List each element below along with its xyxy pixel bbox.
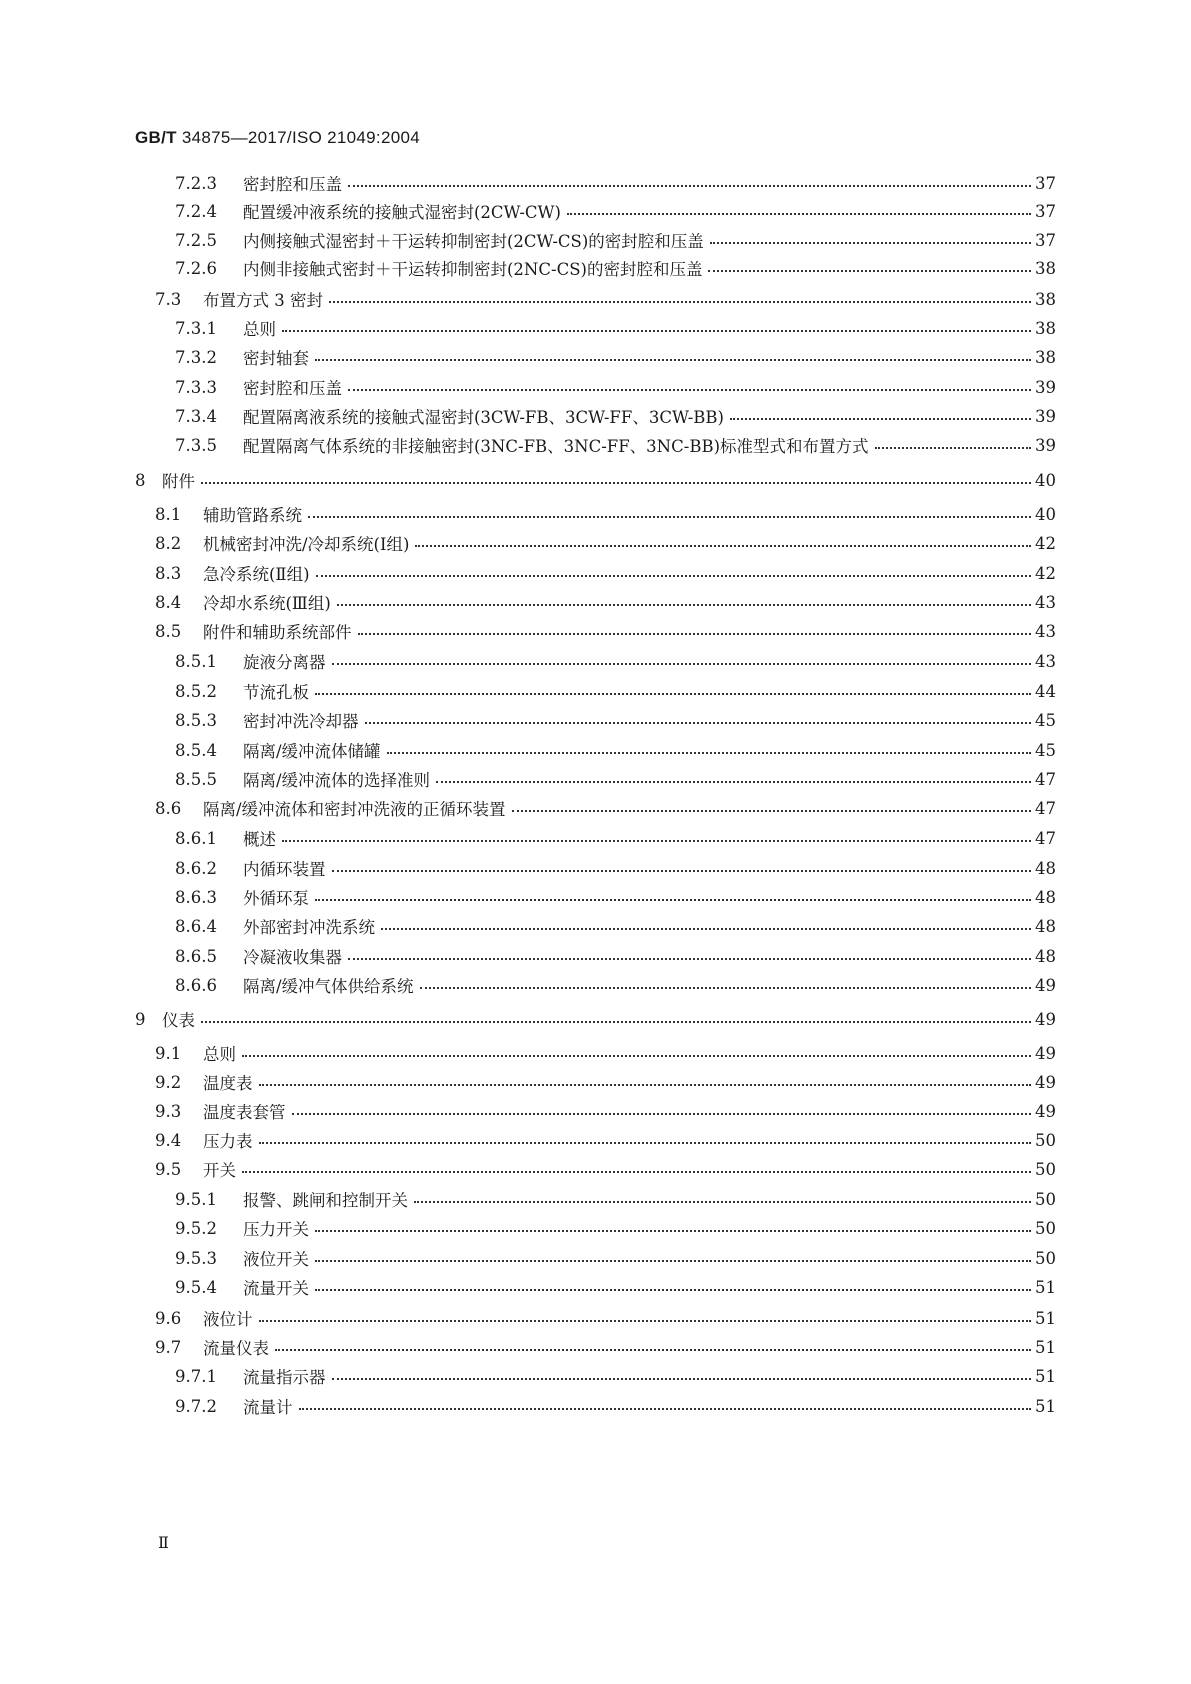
toc-leader-dots bbox=[201, 468, 1031, 492]
toc-leader-dots bbox=[259, 1306, 1031, 1330]
toc-entry-title: 隔离/缓冲气体供给系统 bbox=[243, 973, 420, 997]
toc-entry-number: 8.6.2 bbox=[175, 858, 217, 878]
toc-entry-page: 38 bbox=[1035, 258, 1056, 278]
toc-entry-page: 49 bbox=[1035, 1009, 1056, 1029]
toc-entry-page: 49 bbox=[1035, 975, 1056, 995]
toc-leader-dots bbox=[710, 228, 1031, 252]
toc-entry-number: 9.5.3 bbox=[175, 1248, 217, 1268]
toc-entry[interactable] bbox=[0, 1128, 1191, 1152]
toc-entry-title: 急冷系统(Ⅱ组) bbox=[203, 561, 316, 585]
toc-entry-number: 7.3.3 bbox=[175, 377, 217, 397]
toc-entry[interactable] bbox=[0, 1275, 1191, 1299]
toc-entry-number: 8.6 bbox=[155, 798, 182, 818]
toc-entry-title: 外部密封冲洗系统 bbox=[243, 914, 381, 938]
toc-leader-dots bbox=[315, 1216, 1031, 1240]
toc-entry-title: 压力开关 bbox=[243, 1216, 315, 1240]
toc-entry[interactable] bbox=[0, 561, 1191, 585]
toc-entry-number: 8.1 bbox=[155, 504, 182, 524]
toc-entry-title: 液位计 bbox=[203, 1306, 259, 1330]
toc-entry-title: 内侧接触式湿密封＋干运转抑制密封(2CW-CS)的密封腔和压盖 bbox=[243, 228, 710, 252]
toc-leader-dots bbox=[316, 561, 1031, 585]
toc-entry-number: 8.6.4 bbox=[175, 916, 217, 936]
toc-entry-title: 隔离/缓冲流体储罐 bbox=[243, 738, 387, 762]
toc-leader-dots bbox=[282, 316, 1031, 340]
toc-entry-title: 密封冲洗冷却器 bbox=[243, 708, 365, 732]
toc-entry[interactable] bbox=[0, 228, 1191, 252]
toc-entry-title: 布置方式 3 密封 bbox=[203, 287, 329, 311]
toc-entry-page: 48 bbox=[1035, 916, 1056, 936]
toc-leader-dots bbox=[730, 404, 1031, 428]
toc-entry-title: 旋液分离器 bbox=[243, 649, 332, 673]
toc-entry[interactable] bbox=[0, 502, 1191, 526]
toc-entry-page: 45 bbox=[1035, 710, 1056, 730]
toc-entry-title: 附件和辅助系统部件 bbox=[203, 619, 358, 643]
toc-entry-title: 总则 bbox=[203, 1041, 242, 1065]
toc-entry-page: 39 bbox=[1035, 377, 1056, 397]
toc-entry-number: 8.5.5 bbox=[175, 769, 217, 789]
toc-leader-dots bbox=[512, 796, 1031, 820]
toc-entry-number: 8.6.6 bbox=[175, 975, 217, 995]
toc-entry-number: 7.3 bbox=[155, 289, 182, 309]
toc-leader-dots bbox=[875, 433, 1031, 457]
toc-entry-number: 8.6.1 bbox=[175, 828, 217, 848]
toc-entry[interactable] bbox=[0, 649, 1191, 673]
toc-entry[interactable] bbox=[0, 1007, 1191, 1031]
toc-entry-number: 9.6 bbox=[155, 1308, 182, 1328]
toc-entry-title: 冷却水系统(Ⅲ组) bbox=[203, 590, 337, 614]
toc-entry-page: 51 bbox=[1035, 1337, 1056, 1357]
toc-entry[interactable] bbox=[0, 590, 1191, 614]
toc-leader-dots bbox=[348, 171, 1031, 195]
toc-leader-dots bbox=[259, 1070, 1031, 1094]
toc-entry-page: 43 bbox=[1035, 592, 1056, 612]
toc-entry[interactable] bbox=[0, 1306, 1191, 1330]
toc-entry-title: 配置隔离气体系统的非接触密封(3NC-FB、3NC-FF、3NC-BB)标准型式和布置方式 bbox=[243, 433, 875, 457]
toc-leader-dots bbox=[282, 826, 1031, 850]
toc-entry-number: 9.2 bbox=[155, 1072, 182, 1092]
standard-number: 34875—2017/ISO 21049:2004 bbox=[176, 128, 420, 147]
toc-entry[interactable] bbox=[0, 345, 1191, 369]
standard-prefix: GB/T bbox=[135, 128, 177, 147]
toc-entry[interactable] bbox=[0, 1246, 1191, 1270]
toc-leader-dots bbox=[275, 1335, 1031, 1359]
toc-entry-title: 内循环装置 bbox=[243, 856, 332, 880]
toc-entry-number: 8.2 bbox=[155, 533, 182, 553]
toc-leader-dots bbox=[308, 502, 1031, 526]
toc-entry-number: 7.3.4 bbox=[175, 406, 217, 426]
toc-entry-page: 51 bbox=[1035, 1308, 1056, 1328]
toc-entry-page: 38 bbox=[1035, 318, 1056, 338]
toc-entry-number: 9.7 bbox=[155, 1337, 182, 1357]
toc-entry-page: 39 bbox=[1035, 406, 1056, 426]
toc-entry-title: 温度表 bbox=[203, 1070, 259, 1094]
toc-entry-number: 7.2.5 bbox=[175, 230, 217, 250]
toc-entry[interactable] bbox=[0, 433, 1191, 457]
toc-entry-title: 流量计 bbox=[243, 1394, 299, 1418]
toc-leader-dots bbox=[315, 679, 1031, 703]
toc-entry[interactable] bbox=[0, 1187, 1191, 1211]
toc-entry-number: 7.2.6 bbox=[175, 258, 217, 278]
toc-entry-page: 39 bbox=[1035, 435, 1056, 455]
toc-entry-title: 开关 bbox=[203, 1157, 242, 1181]
toc-entry-page: 37 bbox=[1035, 230, 1056, 250]
toc-entry-number: 8.5.2 bbox=[175, 681, 217, 701]
toc-entry-title: 附件 bbox=[162, 468, 201, 492]
toc-entry[interactable] bbox=[0, 1099, 1191, 1123]
toc-entry[interactable] bbox=[0, 404, 1191, 428]
toc-entry[interactable] bbox=[0, 619, 1191, 643]
toc-entry-number: 8.5.3 bbox=[175, 710, 217, 730]
toc-entry-title: 温度表套管 bbox=[203, 1099, 292, 1123]
toc-entry-page: 40 bbox=[1035, 470, 1056, 490]
toc-entry-page: 38 bbox=[1035, 289, 1056, 309]
toc-leader-dots bbox=[414, 1187, 1031, 1211]
toc-leader-dots bbox=[415, 531, 1031, 555]
toc-entry[interactable] bbox=[0, 767, 1191, 791]
toc-entry-number: 9.5.1 bbox=[175, 1189, 217, 1209]
toc-leader-dots bbox=[315, 1246, 1031, 1270]
toc-entry-number: 9.5 bbox=[155, 1159, 182, 1179]
page-number-footer: Ⅱ bbox=[158, 1533, 169, 1552]
toc-leader-dots bbox=[315, 345, 1031, 369]
toc-entry-number: 9.5.2 bbox=[175, 1218, 217, 1238]
toc-leader-dots bbox=[201, 1007, 1031, 1031]
toc-entry-page: 47 bbox=[1035, 798, 1056, 818]
toc-entry-page: 50 bbox=[1035, 1218, 1056, 1238]
toc-entry[interactable] bbox=[0, 531, 1191, 555]
toc-entry[interactable] bbox=[0, 375, 1191, 399]
toc-entry[interactable] bbox=[0, 708, 1191, 732]
toc-leader-dots bbox=[365, 708, 1031, 732]
toc-leader-dots bbox=[348, 944, 1031, 968]
toc-entry-page: 48 bbox=[1035, 946, 1056, 966]
toc-entry-title: 流量开关 bbox=[243, 1275, 315, 1299]
toc-entry-number: 8.6.3 bbox=[175, 887, 217, 907]
toc-leader-dots bbox=[332, 1364, 1031, 1388]
toc-entry-page: 49 bbox=[1035, 1072, 1056, 1092]
toc-entry-title: 外循环泵 bbox=[243, 885, 315, 909]
toc-entry[interactable] bbox=[0, 1041, 1191, 1065]
toc-entry-page: 37 bbox=[1035, 173, 1056, 193]
toc-leader-dots bbox=[420, 973, 1031, 997]
toc-entry-title: 冷凝液收集器 bbox=[243, 944, 348, 968]
toc-entry-page: 50 bbox=[1035, 1130, 1056, 1150]
toc-entry[interactable] bbox=[0, 738, 1191, 762]
toc-leader-dots bbox=[708, 256, 1031, 280]
toc-entry-title: 流量仪表 bbox=[203, 1335, 275, 1359]
toc-entry[interactable] bbox=[0, 885, 1191, 909]
toc-entry-page: 48 bbox=[1035, 858, 1056, 878]
toc-entry-number: 8.5 bbox=[155, 621, 182, 641]
toc-entry[interactable] bbox=[0, 914, 1191, 938]
toc-entry-number: 8.6.5 bbox=[175, 946, 217, 966]
toc-entry-page: 51 bbox=[1035, 1366, 1056, 1386]
toc-entry-number: 7.2.4 bbox=[175, 201, 217, 221]
toc-leader-dots bbox=[332, 856, 1031, 880]
toc-entry-page: 50 bbox=[1035, 1159, 1056, 1179]
toc-entry-title: 密封腔和压盖 bbox=[243, 375, 348, 399]
toc-leader-dots bbox=[567, 199, 1031, 223]
toc-entry-title: 配置隔离液系统的接触式湿密封(3CW-FB、3CW-FF、3CW-BB) bbox=[243, 404, 730, 428]
toc-entry-page: 49 bbox=[1035, 1043, 1056, 1063]
toc-leader-dots bbox=[242, 1157, 1031, 1181]
toc-leader-dots bbox=[387, 738, 1031, 762]
toc-leader-dots bbox=[381, 914, 1031, 938]
toc-entry-number: 9.1 bbox=[155, 1043, 182, 1063]
toc-entry[interactable] bbox=[0, 1335, 1191, 1359]
toc-entry[interactable] bbox=[0, 1216, 1191, 1240]
toc-leader-dots bbox=[329, 287, 1031, 311]
toc-entry-title: 配置缓冲液系统的接触式湿密封(2CW-CW) bbox=[243, 199, 567, 223]
toc-leader-dots bbox=[259, 1128, 1031, 1152]
toc-entry-page: 51 bbox=[1035, 1396, 1056, 1416]
toc-entry-page: 51 bbox=[1035, 1277, 1056, 1297]
toc-leader-dots bbox=[242, 1041, 1031, 1065]
toc-entry-page: 49 bbox=[1035, 1101, 1056, 1121]
toc-entry[interactable] bbox=[0, 316, 1191, 340]
toc-entry-number: 9.5.4 bbox=[175, 1277, 217, 1297]
toc-entry[interactable] bbox=[0, 826, 1191, 850]
toc-entry-title: 隔离/缓冲流体的选择准则 bbox=[243, 767, 436, 791]
toc-entry-page: 47 bbox=[1035, 769, 1056, 789]
toc-entry-number: 7.3.2 bbox=[175, 347, 217, 367]
toc-entry-title: 概述 bbox=[243, 826, 282, 850]
toc-entry[interactable] bbox=[0, 1394, 1191, 1418]
toc-entry-number: 8 bbox=[135, 470, 146, 490]
toc-entry-title: 密封轴套 bbox=[243, 345, 315, 369]
toc-entry[interactable] bbox=[0, 679, 1191, 703]
toc-entry-title: 隔离/缓冲流体和密封冲洗液的正循环装置 bbox=[203, 796, 512, 820]
toc-entry-title: 密封腔和压盖 bbox=[243, 171, 348, 195]
toc-entry-page: 38 bbox=[1035, 347, 1056, 367]
toc-leader-dots bbox=[299, 1394, 1031, 1418]
toc-entry-number: 9.4 bbox=[155, 1130, 182, 1150]
toc-entry-title: 仪表 bbox=[162, 1007, 201, 1031]
toc-entry-number: 8.5.4 bbox=[175, 740, 217, 760]
toc-entry-number: 9.3 bbox=[155, 1101, 182, 1121]
toc-entry-number: 7.2.3 bbox=[175, 173, 217, 193]
toc-entry[interactable] bbox=[0, 287, 1191, 311]
toc-leader-dots bbox=[337, 590, 1031, 614]
toc-entry-page: 42 bbox=[1035, 533, 1056, 553]
toc-entry-title: 机械密封冲洗/冷却系统(Ⅰ组) bbox=[203, 531, 415, 555]
toc-leader-dots bbox=[315, 1275, 1031, 1299]
toc-entry-page: 40 bbox=[1035, 504, 1056, 524]
toc-leader-dots bbox=[348, 375, 1031, 399]
toc-entry-page: 48 bbox=[1035, 887, 1056, 907]
toc-leader-dots bbox=[332, 649, 1031, 673]
toc-entry-number: 8.5.1 bbox=[175, 651, 217, 671]
toc-leader-dots bbox=[358, 619, 1031, 643]
toc-entry[interactable] bbox=[0, 199, 1191, 223]
toc-entry-title: 内侧非接触式密封＋干运转抑制密封(2NC-CS)的密封腔和压盖 bbox=[243, 256, 708, 280]
toc-entry[interactable] bbox=[0, 1157, 1191, 1181]
toc-leader-dots bbox=[315, 885, 1031, 909]
toc-entry-page: 43 bbox=[1035, 651, 1056, 671]
toc-entry-number: 9 bbox=[135, 1009, 146, 1029]
toc-entry-title: 节流孔板 bbox=[243, 679, 315, 703]
toc-entry-title: 液位开关 bbox=[243, 1246, 315, 1270]
toc-entry-number: 9.7.2 bbox=[175, 1396, 217, 1416]
toc-entry[interactable] bbox=[0, 1364, 1191, 1388]
toc-entry-page: 50 bbox=[1035, 1189, 1056, 1209]
toc-entry-title: 总则 bbox=[243, 316, 282, 340]
toc-leader-dots bbox=[436, 767, 1031, 791]
toc-entry[interactable] bbox=[0, 1070, 1191, 1094]
toc-entry[interactable] bbox=[0, 973, 1191, 997]
toc-entry-page: 37 bbox=[1035, 201, 1056, 221]
toc-entry-number: 7.3.1 bbox=[175, 318, 217, 338]
toc-entry-number: 8.3 bbox=[155, 563, 182, 583]
toc-entry[interactable] bbox=[0, 796, 1191, 820]
toc-entry-page: 44 bbox=[1035, 681, 1056, 701]
toc-entry[interactable] bbox=[0, 856, 1191, 880]
toc-leader-dots bbox=[292, 1099, 1031, 1123]
toc-entry-page: 50 bbox=[1035, 1248, 1056, 1268]
toc-entry-page: 43 bbox=[1035, 621, 1056, 641]
toc-entry[interactable] bbox=[0, 256, 1191, 280]
toc-entry-page: 45 bbox=[1035, 740, 1056, 760]
toc-entry-title: 压力表 bbox=[203, 1128, 259, 1152]
toc-entry-number: 8.4 bbox=[155, 592, 182, 612]
toc-entry-page: 42 bbox=[1035, 563, 1056, 583]
toc-entry-number: 9.7.1 bbox=[175, 1366, 217, 1386]
toc-entry-title: 报警、跳闸和控制开关 bbox=[243, 1187, 414, 1211]
toc-entry[interactable] bbox=[0, 171, 1191, 195]
toc-entry-title: 辅助管路系统 bbox=[203, 502, 308, 526]
toc-entry-number: 7.3.5 bbox=[175, 435, 217, 455]
toc-entry-title: 流量指示器 bbox=[243, 1364, 332, 1388]
toc-entry-page: 47 bbox=[1035, 828, 1056, 848]
toc-entry[interactable] bbox=[0, 944, 1191, 968]
toc-entry[interactable] bbox=[0, 468, 1191, 492]
